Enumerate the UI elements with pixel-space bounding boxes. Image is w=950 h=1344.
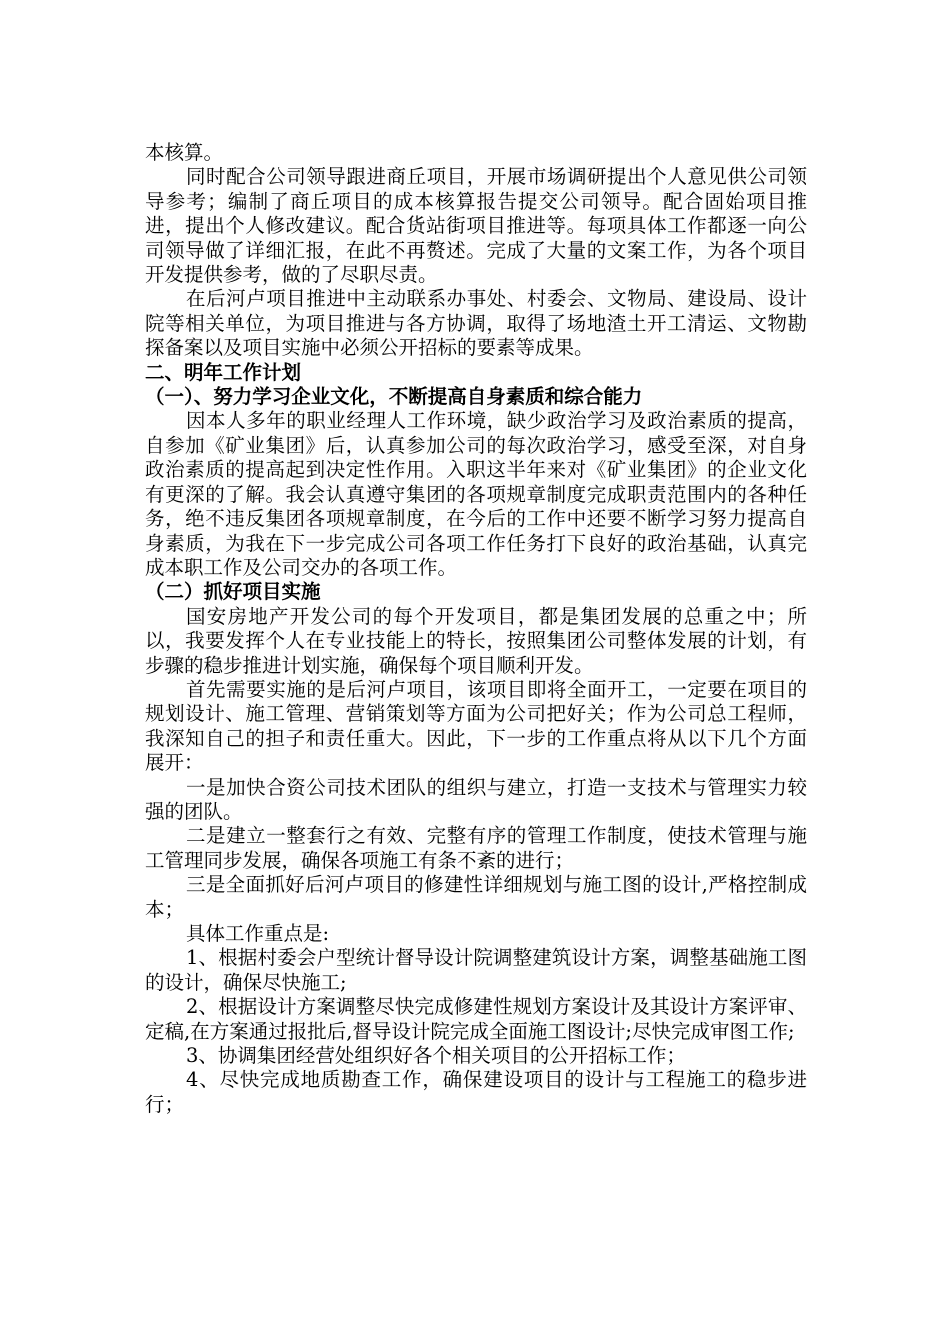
list-item-task-1: 1、根据村委会户型统计督导设计院调整建筑设计方案，调整基础施工图的设计，确保尽快施工;	[145, 946, 807, 994]
list-item-task-4: 4、尽快完成地质勘查工作，确保建设项目的设计与工程施工的稳步进行；	[145, 1068, 807, 1116]
paragraph-houhelu-start: 首先需要实施的是后河卢项目，该项目即将全面开工，一定要在项目的规划设计、施工管理、营销策划等方面为公司把好关；作为公司总工程师，我深知自己的担子和责任重大。因此，下一步的工作重点将从以下几个方面展开：	[145, 677, 807, 775]
section-heading-next-year-plan: 二、明年工作计划	[145, 360, 302, 384]
paragraph-guoan-projects: 国安房地产开发公司的每个开发项目，都是集团发展的总重之中；所以，我要发挥个人在专业技能上的特长，按照集团公司整体发展的计划，有步骤的稳步推进计划实施，确保每个项目顺利开发。	[145, 604, 807, 677]
subsection-heading-project-implementation: （二）抓好项目实施	[145, 580, 321, 604]
paragraph-point-two: 二是建立一整套行之有效、完整有序的管理工作制度，使技术管理与施工管理同步发展，确保各项施工有条不紊的进行；	[145, 824, 807, 872]
paragraph-point-three: 三是全面抓好后河卢项目的修建性详细规划与施工图的设计,严格控制成本；	[145, 873, 807, 921]
paragraph-houhelu-coordination: 在后河卢项目推进中主动联系办事处、村委会、文物局、建设局、设计院等相关单位，为项目推进与各方协调，取得了场地渣土开工清运、文物勘探备案以及项目实施中必须公开招标的要素等成果。	[145, 287, 807, 360]
document-page	[145, 141, 807, 1117]
list-item-task-3: 3、协调集团经营处组织好各个相关项目的公开招标工作；	[186, 1044, 686, 1068]
paragraph-political-study: 因本人多年的职业经理人工作环境，缺少政治学习及政治素质的提高，自参加《矿业集团》后，认真参加公司的每次政治学习，感受至深，对自身政治素质的提高起到决定性作用。入职这半年来对《矿业集团》的企业文化有更深的了解。我会认真遵守集团的各项规章制度完成职责范围内的各种任务，绝不违反集团各项规章制度，在今后的工作中还要不断学习努力提高自身素质，为我在下一步完成公司各项工作任务打下良好的政治基础，认真完成本职工作及公司交办的各项工作。	[145, 409, 807, 579]
paragraph-point-one: 一是加快合资公司技术团队的组织与建立，打造一支技术与管理实力较强的团队。	[145, 775, 807, 823]
list-item-task-2: 2、根据设计方案调整尽快完成修建性规划方案设计及其设计方案评审、定稿,在方案通过报批后,督导设计院完成全面施工图设计;尽快完成审图工作;	[145, 995, 807, 1043]
paragraph-shangqiu-project: 同时配合公司领导跟进商丘项目，开展市场调研提出个人意见供公司领导参考；编制了商丘项目的成本核算报告提交公司领导。配合固始项目推进，提出个人修改建议。配合货站街项目推进等。每项具体工作都逐一向公司领导做了详细汇报，在此不再赘述。完成了大量的文案工作，为各个项目开发提供参考，做的了尽职尽责。	[145, 165, 807, 287]
paragraph-key-tasks-intro: 具体工作重点是:	[186, 922, 330, 945]
paragraph-cost-accounting-end: 本核算。	[145, 141, 224, 164]
subsection-heading-corporate-culture: （一）、努力学习企业文化，不断提高自身素质和综合能力	[145, 385, 643, 409]
